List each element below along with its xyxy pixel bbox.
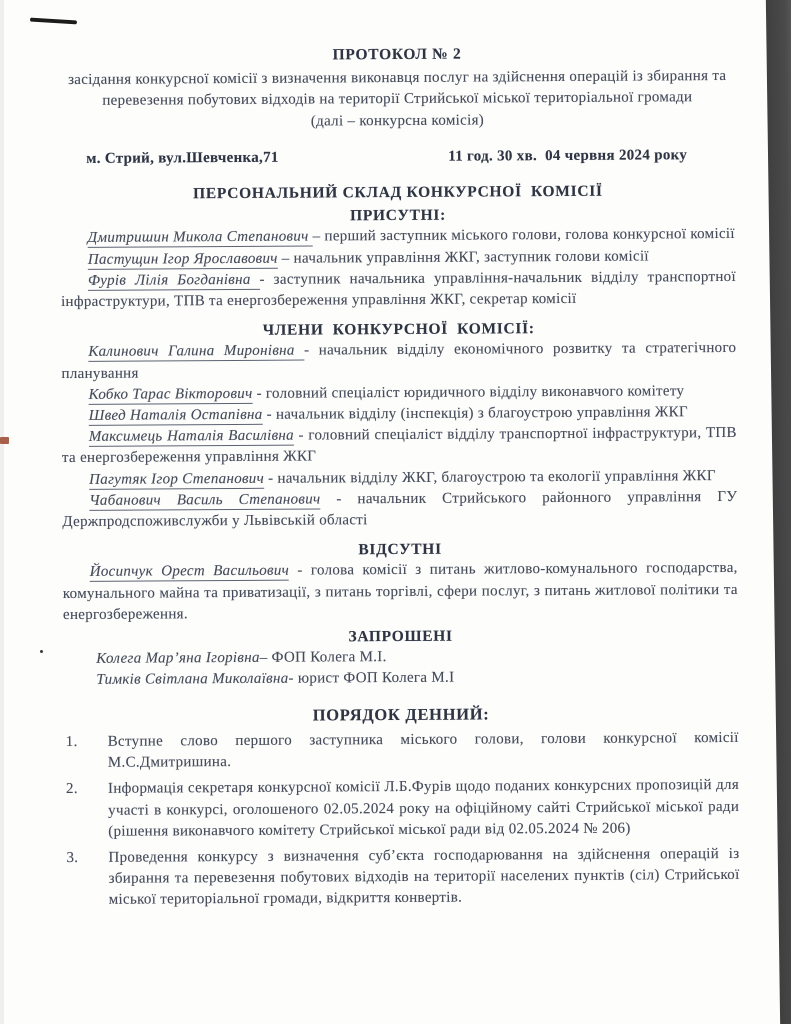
document-subtitle: засідання конкурсної комісії з визначення виконавця послуг на здійснення операцій із збирання та перевезення побутових відходів на території Стрийської міської територіальної громади bbox=[68, 68, 727, 110]
person-name: Калинович Галина Миронівна bbox=[88, 342, 305, 361]
member-entry bbox=[61, 338, 736, 385]
agenda-list bbox=[64, 728, 740, 912]
invited-entry bbox=[63, 666, 738, 691]
member-entry bbox=[62, 487, 737, 534]
separator: - bbox=[293, 427, 309, 444]
agenda-item: Інформація секретаря конкурсної комісії Л.Б.Фурів щодо поданих конкурсних пропозицій для участі в конкурсі, оголошеного 02.05.2024 року на офіційному сайті Стрийської міської ради (рішення виконавчого комітету Стрийської міської ради від 02.05.2024 № 206) bbox=[107, 777, 740, 840]
members-heading: ЧЛЕНИ КОНКУРСНОЇ КОМІСІЇ: bbox=[262, 320, 535, 340]
present-list bbox=[61, 224, 737, 313]
separator: – bbox=[259, 650, 272, 667]
separator: - bbox=[264, 470, 278, 487]
person-name: Йосипчук Орест Васильович bbox=[89, 563, 290, 581]
person-name: Пастущин Ігор Ярославович bbox=[87, 250, 278, 268]
person-role: начальник відділу економічного розвитку та стратегічного планування bbox=[61, 340, 737, 382]
document-title: ПРОТОКОЛ № 2 bbox=[332, 45, 462, 64]
place-date-row bbox=[60, 145, 735, 170]
present-entry bbox=[61, 267, 736, 314]
meeting-datetime: 11 год. 30 хв. 04 червня 2024 року bbox=[448, 147, 688, 165]
person-name: Кобко Тарас Вікторович bbox=[88, 385, 253, 403]
person-role: начальник відділу ЖКГ, благоустрою та екології управління ЖКГ bbox=[277, 467, 716, 487]
person-role: заступник начальника управління-начальник відділу транспортної інфраструктури, ТПВ та енергозбереження управління ЖКГ, секретар комісії bbox=[60, 268, 736, 311]
composition-heading: ПЕРСОНАЛЬНИЙ СКЛАД КОНКУРСНОЇ КОМІСІЇ bbox=[193, 182, 603, 203]
separator: - bbox=[320, 491, 358, 508]
person-role: начальник управління ЖКГ, заступник голови комісії bbox=[293, 248, 649, 267]
person-name: Тимків Світлана Миколаївна bbox=[96, 671, 289, 689]
separator: – bbox=[277, 250, 294, 267]
absent-list bbox=[63, 558, 738, 626]
person-role: голова комісії з питань житлово-комунального господарства, комунального майна та приватизації, з питань торгівлі, сфери послуг, з питань житлової політики та енергозбереження. bbox=[62, 560, 738, 623]
person-role: перший заступник міського голови, голова конкурсної комісії bbox=[324, 226, 735, 245]
document-subtitle-note: (далі – конкурсна комісія) bbox=[310, 112, 485, 130]
invited-heading: ЗАПРОШЕНІ bbox=[348, 627, 453, 646]
absent-heading: ВІДСУТНІ bbox=[358, 540, 442, 559]
person-name: Дмитришин Микола Степанович bbox=[87, 228, 313, 247]
separator: - bbox=[289, 562, 311, 580]
separator: - bbox=[259, 271, 274, 288]
person-role: головний спеціаліст юридичного відділу виконавчого комітету bbox=[265, 383, 685, 402]
members-list bbox=[61, 338, 737, 533]
separator: - bbox=[252, 385, 266, 402]
separator: - bbox=[288, 671, 298, 688]
absent-entry bbox=[63, 558, 738, 626]
meeting-place: м. Стрий, вул.Шевченка,71 bbox=[86, 149, 279, 167]
person-name: Чабанович Василь Степанович bbox=[89, 491, 321, 509]
agenda-heading: ПОРЯДОК ДЕННИЙ: bbox=[312, 704, 490, 725]
present-heading: ПРИСУТНІ: bbox=[350, 206, 446, 225]
person-role: ФОП Колега М.І. bbox=[271, 649, 387, 667]
person-name: Максимець Наталія Василівна bbox=[88, 427, 294, 446]
agenda-item: Проведення конкурсу з визначення суб’єкта господарювання на здійснення операцій із збирання та перевезення побутових відходів на території населених пунктів (сіл) Стрийської міської територіальної громади, відкриття конвертів. bbox=[108, 845, 740, 909]
agenda-item: Вступне слово першого заступника міського голови, голови конкурсної комісії М.С.Дмитришина. bbox=[107, 729, 739, 771]
member-entry bbox=[62, 423, 737, 470]
separator: - bbox=[304, 342, 319, 359]
separator: - bbox=[262, 406, 276, 423]
person-name: Пагутяк Ігор Степанович bbox=[89, 470, 265, 488]
person-role: начальник Стрийського районного управління ГУ Держпродспоживслужби у Львівській області bbox=[62, 488, 738, 531]
separator: – bbox=[312, 228, 325, 245]
invited-list bbox=[63, 645, 738, 692]
person-role: начальник відділу (інспекція) з благоустрою управління ЖКГ bbox=[275, 404, 688, 423]
person-role: головний спеціаліст відділу транспортної інфраструктури, ТПВ та енергозбереження управління ЖКГ bbox=[61, 425, 737, 467]
person-name: Швед Наталія Остапівна bbox=[88, 406, 263, 424]
person-name: Фурів Лілія Богданівна bbox=[87, 271, 260, 289]
person-name: Колега Мар’яна Ігорівна bbox=[96, 650, 260, 668]
person-role: юрист ФОП Колега М.І bbox=[297, 670, 455, 688]
